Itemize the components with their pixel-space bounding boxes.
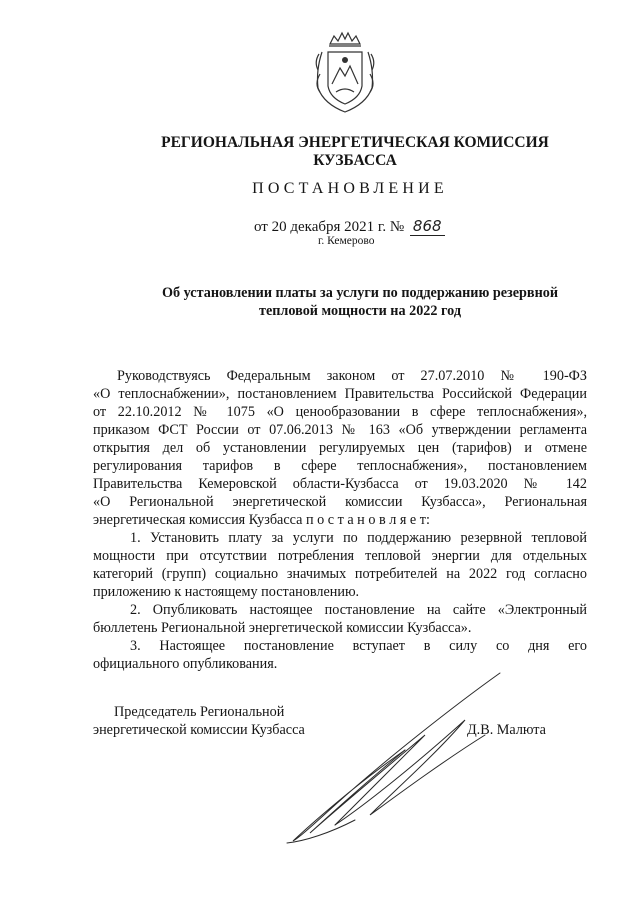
document-subject-line: Об установлении платы за услуги по поддержанию резервной bbox=[161, 285, 559, 301]
document-number: 868 bbox=[410, 217, 445, 236]
document-subject-line: тепловой мощности на 2022 год bbox=[258, 303, 461, 319]
document-date: от 20 декабря 2021 г. № bbox=[254, 219, 405, 235]
body-line: регулирования тарифов в сфере теплоснабжения», постановлением bbox=[93, 458, 587, 474]
signatory-title: Председатель Региональной bbox=[114, 704, 285, 720]
organization-name: РЕГИОНАЛЬНАЯ ЭНЕРГЕТИЧЕСКАЯ КОМИССИЯ bbox=[161, 134, 549, 151]
document-type: ПОСТАНОВЛЕНИЕ bbox=[252, 180, 448, 197]
body-line: энергетическая комиссия Кузбасса п о с т а н о в л я е т: bbox=[93, 512, 430, 528]
signatory-title: энергетической комиссии Кузбасса bbox=[93, 722, 305, 738]
list-item-line: категорий (групп) социально значимых потребителей на 2022 год согласно bbox=[93, 566, 587, 582]
body-line: приказом ФСТ России от 07.06.2013 № 163 «Об утверждении регламента bbox=[93, 422, 587, 438]
organization-region: КУЗБАССА bbox=[313, 152, 397, 169]
list-item-line: приложению к настоящему постановлению. bbox=[93, 584, 360, 600]
list-item-line: 1. Установить плату за услуги по поддержанию резервной тепловой bbox=[130, 530, 587, 546]
list-item-line: официального опубликования. bbox=[93, 656, 278, 672]
handwritten-signature-icon bbox=[275, 665, 510, 850]
body-line: «О теплоснабжении», постановлением Правительства Российской Федерации bbox=[93, 386, 587, 402]
list-item-line: мощности при отсутствии потребления тепловой энергии для отдельных bbox=[93, 548, 587, 564]
body-line: открытия дел об установлении регулируемых цен (тарифов) и отмене bbox=[93, 440, 587, 456]
list-item-line: 3. Настоящее постановление вступает в силу со дня его bbox=[130, 638, 587, 654]
kuzbass-coat-of-arms-icon bbox=[310, 30, 380, 116]
signatory-name: Д.В. Малюта bbox=[467, 722, 546, 738]
body-line: от 22.10.2012 № 1075 «О ценообразовании в сфере теплоснабжения», bbox=[93, 404, 587, 420]
body-line: «О Региональной энергетической комиссии Кузбасса», Региональная bbox=[93, 494, 587, 510]
list-item-line: 2. Опубликовать настоящее постановление на сайте «Электронный bbox=[130, 602, 587, 618]
body-line: Руководствуясь Федеральным законом от 27.07.2010 № 190-ФЗ bbox=[117, 368, 587, 384]
date-line bbox=[254, 217, 445, 236]
document-city: г. Кемерово bbox=[318, 235, 375, 247]
body-line: Правительства Кемеровской области-Кузбасса от 19.03.2020 № 142 bbox=[93, 476, 587, 492]
list-item-line: бюллетень Региональной энергетической комиссии Кузбасса». bbox=[93, 620, 472, 636]
